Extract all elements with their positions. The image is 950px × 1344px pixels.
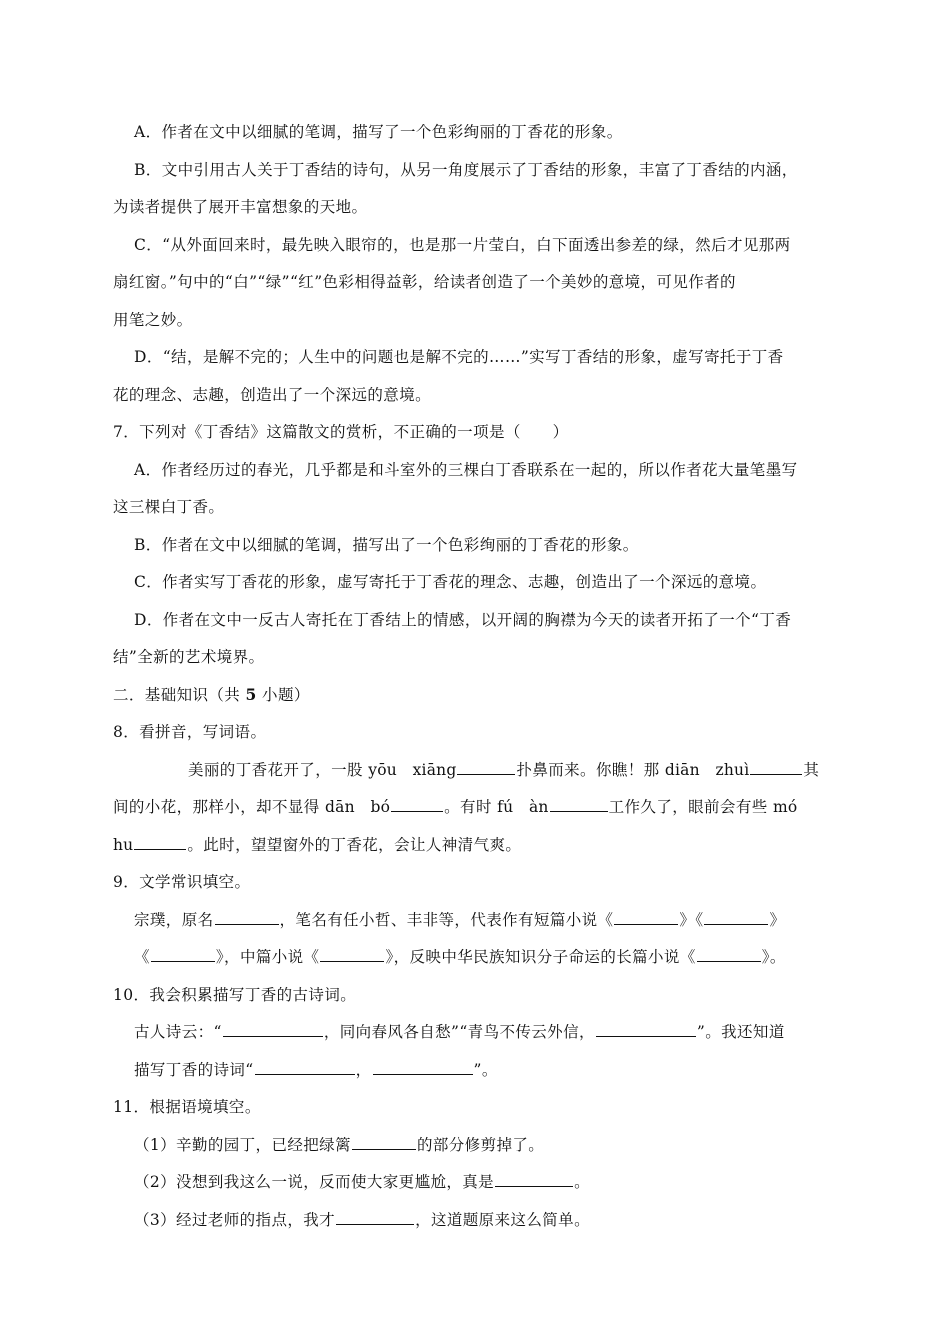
answer-blank[interactable] — [215, 923, 279, 925]
q6-option-d-line2: 花的理念、志趣，创造出了一个深远的意境。 — [113, 386, 432, 404]
q7-option-d-line1: D．作者在文中一反古人寄托在丁香结上的情感，以开阔的胸襟为今天的读者开拓了一个“丁香 — [134, 611, 792, 629]
answer-blank[interactable] — [373, 1073, 473, 1075]
pinyin-prompt: mó — [772, 798, 798, 816]
q7-option-a-line2: 这三棵白丁香。 — [113, 498, 225, 516]
q6-option-b-line1: B．文中引用古人关于丁香结的诗句，从另一角度展示了丁香结的形象，丰富了丁香结的内涵， — [134, 161, 798, 179]
q10-line2 — [134, 1060, 498, 1080]
q6-option-b-line2: 为读者提供了展开丰富想象的天地。 — [113, 198, 368, 216]
q8-text: 间的小花，那样小，却不显得 — [113, 798, 320, 816]
q10-text: ”。 — [473, 1061, 498, 1079]
q11-stem: 11．根据语境填空。 — [113, 1098, 261, 1116]
q8-stem: 8．看拼音，写词语。 — [113, 723, 267, 741]
answer-blank[interactable] — [550, 810, 608, 812]
q8-text: 美丽的丁香花开了，一股 — [188, 761, 363, 779]
answer-blank[interactable] — [255, 1073, 355, 1075]
q11-text: 。 — [574, 1173, 590, 1191]
q9-text: 》，中篇小说《 — [215, 948, 320, 966]
answer-blank[interactable] — [223, 1035, 323, 1037]
section-heading-suffix: 小题） — [256, 686, 310, 704]
q6-option-a: A．作者在文中以细腻的笔调，描写了一个色彩绚丽的丁香花的形象。 — [134, 123, 623, 141]
q8-line2 — [113, 797, 797, 817]
q11-sentence-1 — [134, 1135, 544, 1155]
q6-option-c-line2: 扇红窗。”句中的“白”“绿”“红”色彩相得益彰，给读者创造了一个美妙的意境，可见作者的 — [113, 273, 736, 291]
q9-line1 — [134, 910, 785, 930]
answer-blank[interactable] — [614, 923, 678, 925]
q9-text: 宗璞，原名 — [134, 911, 214, 929]
answer-blank[interactable] — [596, 1035, 696, 1037]
answer-blank[interactable] — [320, 960, 384, 962]
answer-blank[interactable] — [704, 923, 768, 925]
section-heading-prefix: 二．基础知识（共 — [113, 686, 246, 704]
q7-option-c: C．作者实写丁香花的形象，虚写寄托于丁香花的理念、志趣，创造出了一个深远的意境。 — [134, 573, 767, 591]
answer-blank[interactable] — [134, 848, 186, 850]
answer-blank[interactable] — [391, 810, 443, 812]
q9-text: 》《 — [679, 911, 704, 929]
answer-blank[interactable] — [750, 773, 802, 775]
answer-blank[interactable] — [151, 960, 215, 962]
pinyin-prompt: fú àn — [497, 798, 549, 816]
answer-blank[interactable] — [457, 773, 515, 775]
q7-option-a-line1: A．作者经历过的春光，几乎都是和斗室外的三棵白丁香联系在一起的，所以作者花大量笔墨写 — [134, 461, 798, 479]
q8-line3 — [113, 835, 521, 855]
q8-text: 扑鼻而来。你瞧！那 — [516, 761, 660, 779]
q6-option-d-line1: D．“结，是解不完的；人生中的问题也是解不完的……”实写丁香结的形象，虚写寄托于丁香 — [134, 348, 784, 366]
q11-text: （1）辛勤的园丁，已经把绿篱 — [134, 1136, 351, 1154]
q11-text: （3）经过老师的指点，我才 — [134, 1211, 336, 1229]
q7-stem: 7．下列对《丁香结》这篇散文的赏析，不正确的一项是（ ） — [113, 423, 569, 441]
pinyin-prompt: yōu xiāng — [368, 761, 457, 779]
pinyin-prompt: dān bó — [325, 798, 391, 816]
section-heading — [113, 685, 310, 705]
section-question-count: 5 — [245, 685, 257, 704]
q7-option-d-line2: 结”全新的艺术境界。 — [113, 648, 265, 666]
pinyin-prompt: hu — [113, 836, 134, 854]
q8-text: 工作久了，眼前会有些 — [608, 798, 768, 816]
answer-blank[interactable] — [697, 960, 761, 962]
q11-sentence-2 — [134, 1172, 590, 1192]
answer-blank[interactable] — [352, 1148, 416, 1150]
q9-text: 》，反映中华民族知识分子命运的长篇小说《 — [385, 948, 696, 966]
answer-blank[interactable] — [495, 1185, 573, 1187]
answer-blank[interactable] — [336, 1223, 414, 1225]
q8-text: 其 — [803, 761, 820, 779]
pinyin-prompt: diān zhuì — [664, 761, 750, 779]
q11-text: ，这道题原来这么简单。 — [415, 1211, 590, 1229]
q9-text: 《 — [134, 948, 150, 966]
q8-text: 。有时 — [444, 798, 492, 816]
q6-option-c-line3: 用笔之妙。 — [113, 311, 193, 329]
q9-text: 》 — [769, 911, 786, 929]
q7-option-b: B．作者在文中以细腻的笔调，描写出了一个色彩绚丽的丁香花的形象。 — [134, 536, 639, 554]
q10-text: 描写丁香的诗词“ — [134, 1061, 254, 1079]
q10-stem: 10．我会积累描写丁香的古诗词。 — [113, 986, 357, 1004]
q9-stem: 9．文学常识填空。 — [113, 873, 251, 891]
q11-text: 的部分修剪掉了。 — [416, 1136, 545, 1154]
q10-line1 — [134, 1022, 785, 1042]
q11-text: （2）没想到我这么一说，反而使大家更尴尬，真是 — [134, 1173, 495, 1191]
q9-text: 》。 — [761, 948, 786, 966]
q8-text: 。此时，望望窗外的丁香花，会让人神清气爽。 — [187, 836, 522, 854]
q9-line2 — [134, 947, 786, 967]
q10-text: ，同向春风各自愁”“青鸟不传云外信， — [323, 1023, 595, 1041]
q9-text: ，笔名有任小哲、丰非等，代表作有短篇小说《 — [279, 911, 614, 929]
q10-text: 古人诗云：“ — [134, 1023, 222, 1041]
q10-text: ”。我还知道 — [696, 1023, 785, 1041]
q8-line1 — [188, 760, 819, 780]
q11-sentence-3 — [134, 1210, 590, 1230]
q6-option-c-line1: C．“从外面回来时，最先映入眼帘的，也是那一片莹白，白下面透出参差的绿，然后才见那两 — [134, 236, 791, 254]
q10-text: ， — [355, 1061, 372, 1079]
